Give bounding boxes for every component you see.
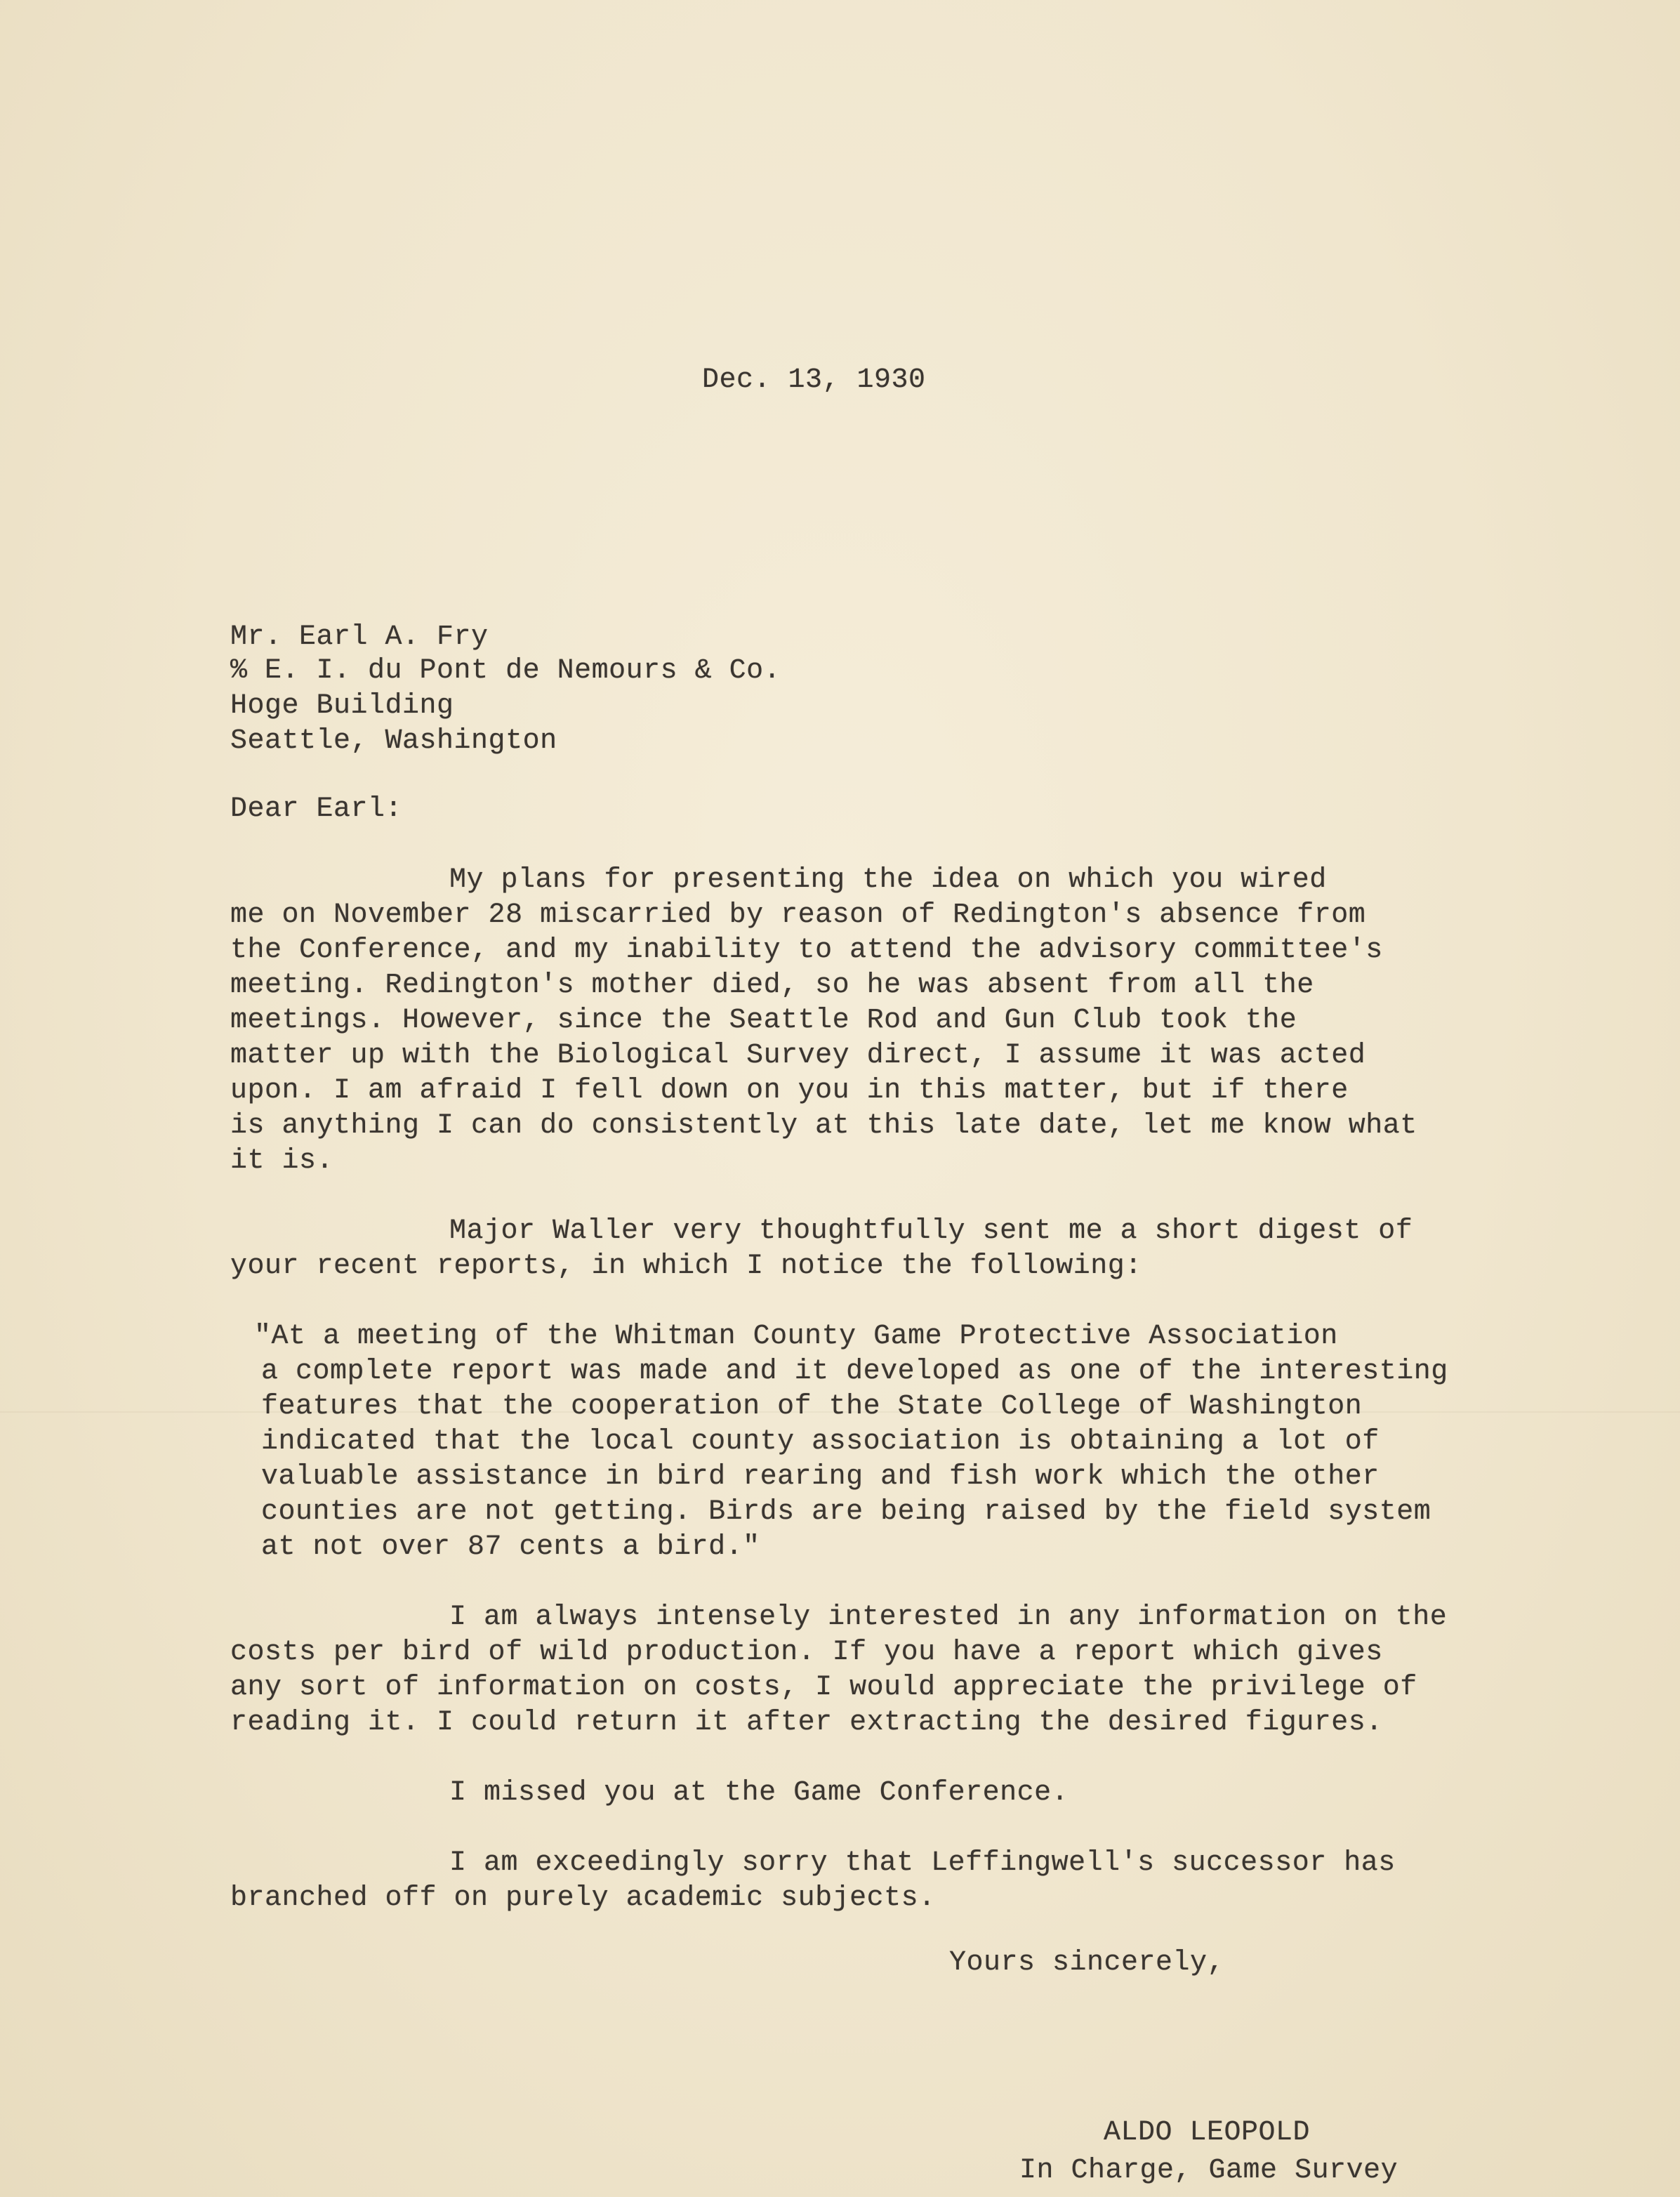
paragraph-1-line: is anything I can do consistently at this late date, let me know what	[230, 1110, 1417, 1142]
paragraph-1-line: meeting. Redington's mother died, so he was absent from all the	[230, 970, 1314, 1001]
paragraph-2-line: your recent reports, in which I notice the following:	[230, 1251, 1142, 1282]
quote-line: at not over 87 cents a bird."	[261, 1531, 760, 1563]
address-line: % E. I. du Pont de Nemours & Co.	[230, 655, 781, 687]
quote-line: features that the cooperation of the State College of Washington	[261, 1391, 1363, 1423]
quote-line: "At a meeting of the Whitman County Game Protective Association	[254, 1321, 1338, 1352]
paragraph-1-line: matter up with the Biological Survey direct, I assume it was acted	[230, 1040, 1366, 1071]
paragraph-5-line: branched off on purely academic subjects.	[230, 1882, 936, 1914]
closing: Yours sincerely,	[949, 1947, 1225, 1979]
paragraph-1-line: meetings. However, since the Seattle Rod and Gun Club took the	[230, 1005, 1297, 1036]
address-line: Hoge Building	[230, 690, 454, 722]
paragraph-1-line: me on November 28 miscarried by reason of Redington's absence from	[230, 899, 1366, 931]
salutation: Dear Earl:	[230, 793, 403, 825]
paragraph-1-line: the Conference, and my inability to attend the advisory committee's	[230, 935, 1383, 966]
paragraph-5-line: I am exceedingly sorry that Leffingwell's successor has	[449, 1847, 1396, 1879]
paragraph-3-line: reading it. I could return it after extracting the desired figures.	[230, 1707, 1383, 1739]
paragraph-4: I missed you at the Game Conference.	[449, 1777, 1069, 1809]
paragraph-3-line: I am always intensely interested in any information on the	[449, 1602, 1448, 1633]
quote-line: valuable assistance in bird rearing and fish work which the other	[261, 1461, 1380, 1493]
paragraph-1-line: it is.	[230, 1145, 334, 1177]
paragraph-1-line: upon. I am afraid I fell down on you in this matter, but if there	[230, 1075, 1349, 1107]
quote-line: a complete report was made and it developed as one of the interesting	[261, 1356, 1448, 1387]
address-line: Seattle, Washington	[230, 725, 557, 757]
paragraph-1-line: My plans for presenting the idea on which you wired	[449, 864, 1327, 896]
paragraph-3-line: any sort of information on costs, I would appreciate the privilege of	[230, 1672, 1417, 1703]
paragraph-2-line: Major Waller very thoughtfully sent me a short digest of	[449, 1215, 1413, 1247]
quote-line: counties are not getting. Birds are being raised by the field system	[261, 1496, 1431, 1528]
address-line: Mr. Earl A. Fry	[230, 621, 489, 653]
quote-line: indicated that the local county association is obtaining a lot of	[261, 1426, 1380, 1458]
letter-date: Dec. 13, 1930	[702, 364, 926, 396]
signature-name: ALDO LEOPOLD	[1104, 2117, 1311, 2149]
paragraph-3-line: costs per bird of wild production. If you have a report which gives	[230, 1637, 1383, 1668]
signature-title: In Charge, Game Survey	[1019, 2155, 1398, 2186]
